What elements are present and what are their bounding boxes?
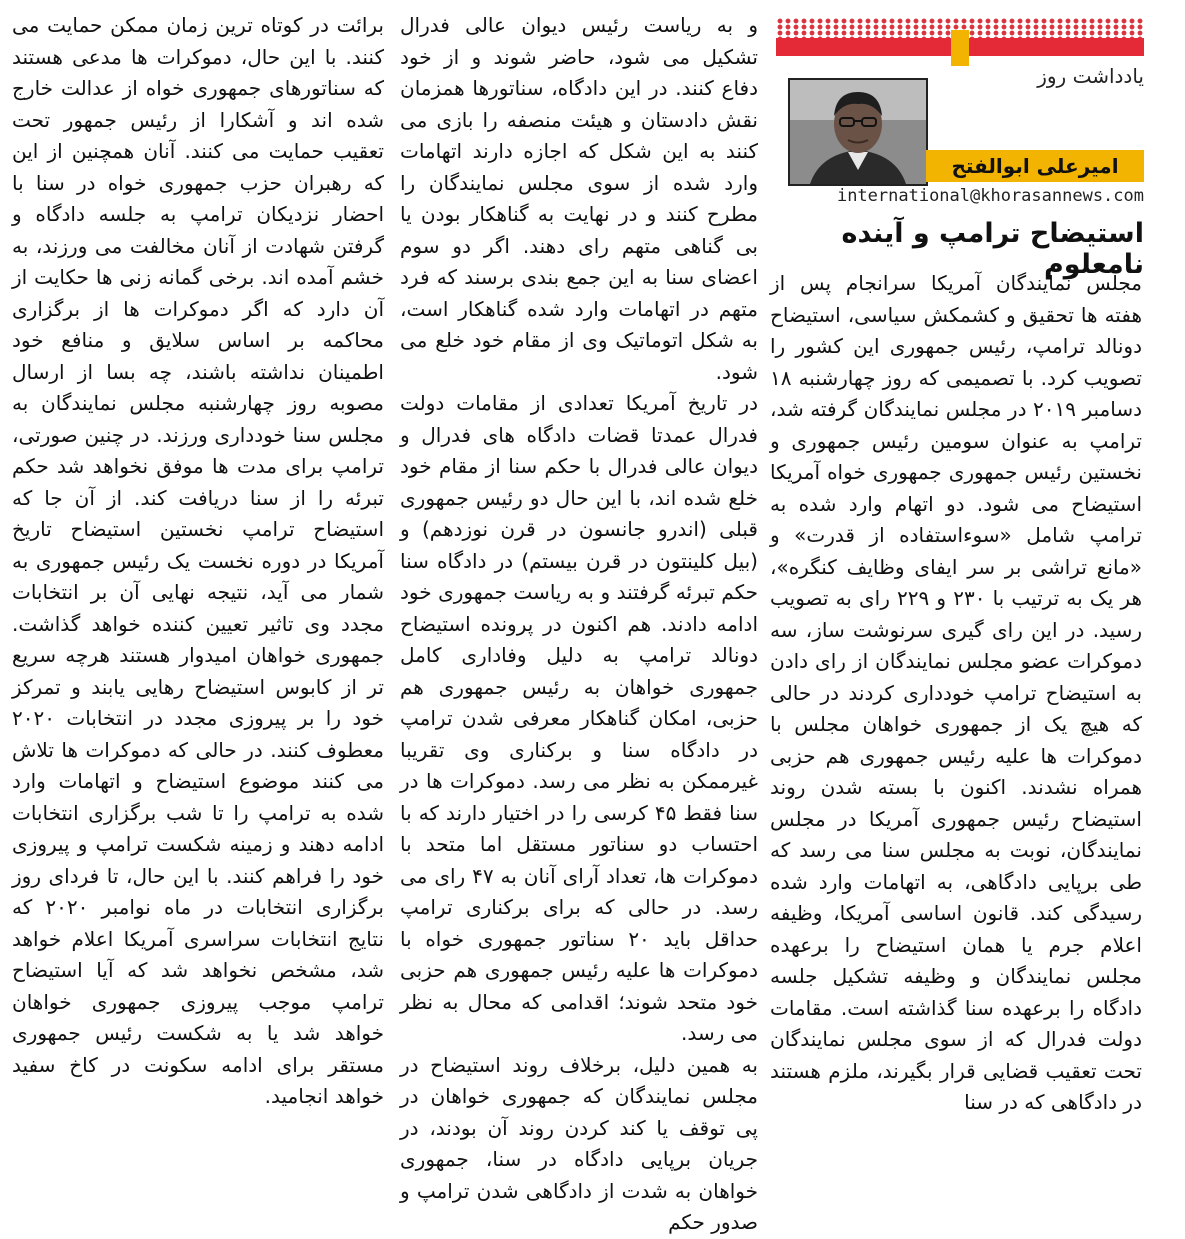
column-header bbox=[776, 18, 1144, 208]
section-kicker: یادداشت روز bbox=[1037, 64, 1144, 88]
article-column-2 bbox=[400, 10, 758, 1234]
paragraph: به همین دلیل، برخلاف روند استیضاح در مجلس نمایندگان که جمهوری خواهان در پی توقف یا کند کردن روند آن بودند، در جریان برپایی دادگاه در سنا، جمهوری خواهان به شدت از دادگاهی شدن ترامپ و صدور حکم bbox=[400, 1052, 758, 1234]
paragraph: و به ریاست رئیس دیوان عالی فدرال تشکیل می شود، حاضر شوند و از خود دفاع کنند. در این دادگاه، سناتورها همزمان نقش دادستان و هیئت منصفه را بازی می کنند به این شکل که اجازه دارند اتهامات وارد شده از سوی مجلس نمایندگان را مطرح کنند و در نهایت به گناهکار بودن یا بی گناهی متهم رای دهند. اگر دو سوم اعضای سنا به این جمع بندی برسند که فرد متهم در اتهامات وارد شده گناهکار است، به شکل اتوماتیک وی از مقام خود خلع می شود. bbox=[400, 13, 758, 384]
article-headline: استیضاح ترامپ و آینده نامعلوم bbox=[841, 218, 1144, 280]
paragraph: مجلس نمایندگان آمریکا سرانجام پس از هفته ها تحقیق و کشمکش سیاسی، استیضاح دونالد ترامپ، رئیس جمهوری این کشور را تصویب کرد. با تصمیمی که روز چهارشنبه ۱۸ دسامبر ۲۰۱۹ در مجلس نمایندگان گرفته شد، ترامپ به عنوان سومین رئیس جمهوری و نخستین رئیس جمهوری جمهوری خواه آمریکا استیضاح می شود. دو اتهام وارد شده به ترامپ شامل «سوءاستفاده از قدرت» و «مانع تراشی بر سر ایفای وظایف کنگره»، هر یک به ترتیب با ۲۳۰ و ۲۲۹ رای به تصویب رسید. در این رای گیری سرنوشت ساز، سه دموکرات عضو مجلس نمایندگان از رای دادن به استیضاح ترامپ خودداری کردند در حالی که هیچ یک از جمهوری خواهان مجلس با دموکرات ها علیه رئیس جمهوری هم حزبی همراه نشدند. اکنون با بسته شدن روند استیضاح رئیس جمهوری آمریکا در مجلس نمایندگان، نوبت به مجلس سنا می رسد که طی برپایی دادگاهی، به اتهامات وارد شده رسیدگی کند. قانون اساسی آمریکا، وظیفه اعلام جرم یا همان استیضاح را برعهده مجلس نمایندگان و وظیفه تشکیل جلسه دادگاه را برعهده سنا گذاشته است. مقامات دولت فدرال که از سوی مجلس نمایندگان تحت تعقیب قضایی قرار بگیرند، ملزم هستند در دادگاهی که در سنا bbox=[770, 271, 1142, 1114]
paragraph: برائت در کوتاه ترین زمان ممکن حمایت می کنند. با این حال، دموکرات ها مدعی هستند که سناتورهای جمهوری خواه از عدالت خارج شده اند و آشکارا از رئیس جمهور تحت تعقیب حمایت می کنند. آنان همچنین از این که رهبران حزب جمهوری خواه در سنا با احضار نزدیکان ترامپ به جلسه دادگاه و گرفتن شهادت از آنان مخالفت می ورزند، به خشم آمده اند. برخی گمانه زنی ها حکایت از آن دارد که اگر دموکرات ها از برگزاری محاکمه بر اساس سلایق و منافع خود اطمینان نداشته باشند، چه بسا از ارسال مصوبه روز چهارشنبه مجلس نمایندگان به مجلس سنا خودداری ورزند. در چنین صورتی، ترامپ برای مدت ها موفق نخواهد شد حکم تبرئه را از سنا دریافت کند. از آن جا که استیضاح ترامپ نخستین استیضاح تاریخ آمریکا در دوره نخست یک رئیس جمهوری به شمار می آید، نتیجه نهایی آن بر انتخابات مجدد وی تاثیر تعیین کننده خواهد گذاشت. جمهوری خواهان امیدوار هستند هرچه سریع تر از کابوس استیضاح رهایی یابند و تمرکز خود را بر پیروزی مجدد در انتخابات ۲۰۲۰ معطوف کنند. در حالی که دموکرات ها تلاش می کنند موضوع استیضاح و اتهامات وارد شده به ترامپ را تا شب برگزاری انتخابات ادامه دهند و زمینه شکست ترامپ و پیروزی خود را فراهم کنند. با این حال، تا فردای روز برگزاری انتخابات در ماه نوامبر ۲۰۲۰ که نتایج انتخابات سراسری آمریکا اعلام خواهد شد، مشخص نخواهد شد که آیا استیضاح ترامپ موجب پیروزی جمهوری خواهان خواهد شد یا به شکست رئیس جمهوری مستقر برای ادامه سکونت در کاخ سفید خواهد انجامید. bbox=[12, 13, 384, 1108]
paragraph: در تاریخ آمریکا تعدادی از مقامات دولت فدرال عمدتا قضات دادگاه های فدرال و دیوان عالی فدرال با حکم سنا از مقام خود خلع شده اند، با این حال دو رئیس جمهوری قبلی (اندرو جانسون در قرن نوزدهم) و (بیل کلینتون در قرن بیستم) در دادگاه سنا حکم تبرئه گرفتند و به ریاست جمهوری خود ادامه دادند. هم اکنون در پرونده استیضاح دونالد ترامپ به دلیل وفاداری کامل جمهوری خواهان به رئیس جمهوری هم حزبی، امکان گناهکار معرفی شدن ترامپ در دادگاه سنا و برکناری وی تقریبا غیرممکن به نظر می رسد. دموکرات ها در سنا فقط ۴۵ کرسی را در اختیار دارند که با احتساب دو سناتور مستقل اما متحد با دموکرات ها، تعداد آرای آنان به ۴۷ رای می رسد. در حالی که برای برکناری ترامپ حداقل باید ۲۰ سناتور جمهوری خواه با دموکرات ها علیه رئیس جمهوری هم حزبی خود متحد شوند؛ اقدامی که محال به نظر می رسد. bbox=[400, 391, 758, 1045]
article-column-1 bbox=[770, 268, 1142, 1144]
yellow-marker bbox=[951, 30, 969, 66]
author-email: international@khorasannews.com bbox=[836, 186, 1144, 206]
author-photo bbox=[788, 78, 928, 186]
author-name: امیرعلی ابوالفتح bbox=[926, 150, 1144, 182]
article-column-3 bbox=[12, 10, 384, 1144]
author-portrait-image bbox=[790, 80, 926, 184]
